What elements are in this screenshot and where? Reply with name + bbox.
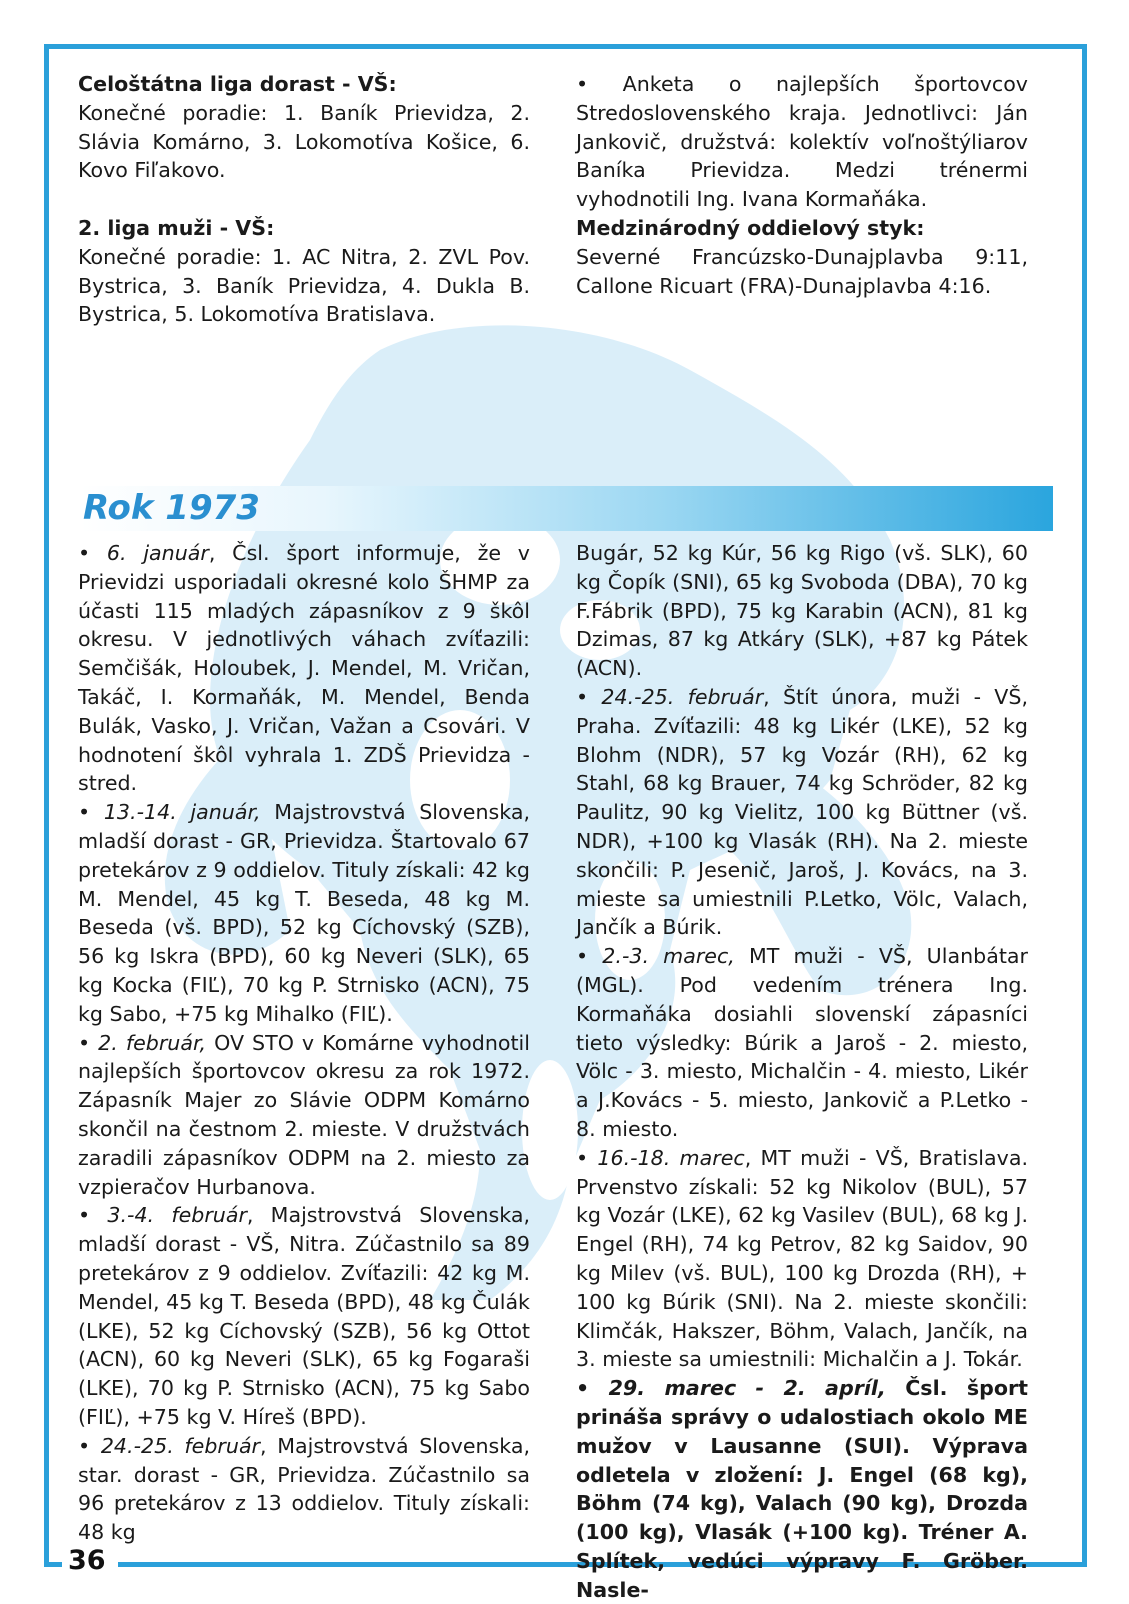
entry-left-4: • 3.-4. február, Majstrovstvá Slovenska, mladší dorast - VŠ, Nitra. Zúčastnilo sa 89 pretekárov z 9 oddielov. Zvíťazili: 42 kg M. Mendel, 45 kg T. Beseda (BPD), 48 kg Čulák (LKE), 52 kg Cíchovský (SZB), 56 kg Ottot (ACN), 60 kg Neveri (SLK), 65 kg Fogaraši (LKE), 70 kg P. Strnisko (ACN), 75 kg Sabo (FIĽ), +75 kg V. Híreš (BPD). [78,1203,530,1429]
entry-date: 3.-4. február [107,1203,247,1228]
entry-text: , MT muži - VŠ, Bratislava. Prvenstvo získali: 52 kg Nikolov (BUL), 57 kg Vozár (LKE), 62 kg Vasilev (BUL), 68 kg J. Engel (RH), 74 kg Petrov, 82 kg Saidov, 90 kg Milev (vš. BUL), 100 kg Drozda (RH), + 100 kg Búrik (SNI). Na 2. mieste skončili: Klimčák, Hakszer, Böhm, Valach, Jančík, na 3. mieste sa umiestnili: Michalčin a J. Tokár. [576,1145,1028,1372]
paragraph-medzinarodny-styk: Severné Francúzsko-Dunajplavba 9:11, Callone Ricuart (FRA)-Dunajplavba 4:16. [576,244,1028,298]
entry-text: MT muži - VŠ, Ulanbátar (MGL). Pod vedením trénera Ing. Kormaňáka dosiahli slovenskí zápasníci tieto výsledky: Búrik a Jaroš - 2. miesto, Völc - 3. miesto, Michalčin - 4. miesto, Likér a J.Kovács - 5. miesto, Jankovič a P.Letko - 8. miesto. [576,944,1028,1141]
entry-text: , Majstrovstvá Slovenska, star. dorast - GR, Prievidza. Zúčastnilo sa 96 pretekárov z 13 oddielov. Tituly získali: 48 kg [78,1433,530,1545]
entry-date: 24.-25. február [100,1433,261,1458]
left-column [78,539,530,1547]
top-left-column [78,70,530,329]
section-title: Rok 1973 [83,488,260,528]
heading-medzinarodny-styk: Medzinárodný oddielový styk: [576,215,925,240]
entry-left-5: • 24.-25. február, Majstrovstvá Slovenska, star. dorast - GR, Prievidza. Zúčastnilo sa 96 pretekárov z 13 oddielov. Tituly získali: 48 kg [78,1433,530,1545]
top-right-column [576,70,1028,300]
entry-right-3: • 2.-3. marec, MT muži - VŠ, Ulanbátar (MGL). Pod vedením trénera Ing. Kormaňáka dosiahli slovenskí zápasníci tieto výsledky: Búrik a Jaroš - 2. miesto, Völc - 3. miesto, Michalčin - 4. miesto, Likér a J.Kovács - 5. miesto, Jankovič a P.Letko - 8. miesto. [576,944,1028,1141]
paragraph-konecne-poradie-dorast: Konečné poradie: 1. Baník Prievidza, 2. Slávia Komárno, 3. Lokomotíva Košice, 6. Kovo Fiľakovo. [78,100,530,183]
entry-date: 29. marec - 2. apríl, [608,1376,886,1401]
entry-text: Majstrovstvá Slovenska, mladší dorast - GR, Prievidza. Štartovalo 67 pretekárov z 9 oddielov. Tituly získali: 42 kg M. Mendel, 45 kg T. Beseda, 48 kg M. Beseda (vš. BPD), 52 kg Cíchovský (SZB), 56 kg Iskra (BPD), 60 kg Neveri (SLK), 65 kg Kocka (FIĽ), 70 kg P. Strnisko (ACN), 75 kg Sabo, +75 kg Mihalko (FIĽ). [78,800,530,1026]
entry-date: 13.-14. január, [103,800,261,825]
entry-text: , Majstrovstvá Slovenska, mladší dorast - VŠ, Nitra. Zúčastnilo sa 89 pretekárov z 9 oddielov. Zvíťazili: 42 kg M. Mendel, 45 kg T. Beseda (BPD), 48 kg Čulák (LKE), 52 kg Cíchovský (SZB), 56 kg Ottot (ACN), 60 kg Neveri (SLK), 65 kg Fogaraši (LKE), 70 kg P. Strnisko (ACN), 75 kg Sabo (FIĽ), +75 kg V. Híreš (BPD). [78,1203,530,1429]
entry-left-2: • 13.-14. január, Majstrovstvá Slovenska, mladší dorast - GR, Prievidza. Štartovalo 67 pretekárov z 9 oddielov. Tituly získali: 42 kg M. Mendel, 45 kg T. Beseda, 48 kg M. Beseda (vš. BPD), 52 kg Cíchovský (SZB), 56 kg Iskra (BPD), 60 kg Neveri (SLK), 65 kg Kocka (FIĽ), 70 kg P. Strnisko (ACN), 75 kg Sabo, +75 kg Mihalko (FIĽ). [78,800,530,1026]
entry-text: , Čsl. šport informuje, že v Prievidzi usporiadali okresné kolo ŠHMP za účasti 115 mladých zápasníkov z 9 škôl okresu. V jednotlivých váhach zvíťazili: Semčišák, Holoubek, J. Mendel, M. Vričan, Takáč, I. Kormaňák, M. Mendel, Benda Bulák, Vasko, J. Vričan, Važan a Csovári. V hodnotení škôl vyhrala 1. ZDŠ Prievidza - stred. [78,541,530,796]
heading-celostatna-liga: Celoštátna liga dorast - VŠ: [78,72,397,96]
entry-text: Bugár, 52 kg Kúr, 56 kg Rigo (vš. SLK), 60 kg Čopík (SNI), 65 kg Svoboda (DBA), 70 kg F.Fábrik (BPD), 75 kg Karabin (ACN), 81 kg Dzimas, 87 kg Atkáry (SLK), +87 kg Pátek (ACN). [576,541,1028,681]
heading-2-liga-muzi: 2. liga muži - VŠ: [78,215,275,240]
entry-right-5: • 29. marec - 2. apríl, Čsl. šport prináša správy o udalostiach okolo ME mužov v Lausanne (SUI). Výprava odletela v zložení: J. Engel (68 kg), Böhm (74 kg), Valach (90 kg), Drozda (100 kg), Vlasák (+100 kg). Tréner A. Splítek, vedúci výpravy F. Gröber. Nasle- [576,1376,1029,1602]
entry-right-2: • 24.-25. február, Štít února, muži - VŠ, Praha. Zvíťazili: 48 kg Likér (LKE), 52 kg Blohm (NDR), 57 kg Vozár (RH), 62 kg Stahl, 68 kg Brauer, 74 kg Schröder, 82 kg Paulitz, 90 kg Vielitz, 100 kg Büttner (vš. NDR), +100 kg Vlasák (RH). Na 2. mieste skončili: P. Jesenič, Jaroš, J. Kovács, na 3. mieste sa umiestnili P.Letko, Völc, Valach, Jančík a Búrik. [576,684,1028,940]
right-column [576,539,1028,1604]
entry-right-1 [576,539,1028,683]
entry-date: 2. február, [98,1030,207,1055]
entry-date: 24.-25. február [601,684,764,709]
entry-text: , Štít února, muži - VŠ, Praha. Zvíťazili: 48 kg Likér (LKE), 52 kg Blohm (NDR), 57 kg Vozár (RH), 62 kg Stahl, 68 kg Brauer, 74 kg Schröder, 82 kg Paulitz, 90 kg Vielitz, 100 kg Büttner (vš. NDR), +100 kg Vlasák (RH). Na 2. mieste skončili: P. Jesenič, Jaroš, J. Kovács, na 3. mieste sa umiestnili P.Letko, Völc, Valach, Jančík a Búrik. [576,684,1028,940]
entry-date: 6. január [106,541,209,565]
entry-left-1: • 6. január, Čsl. šport informuje, že v Prievidzi usporiadali okresné kolo ŠHMP za účasti 115 mladých zápasníkov z 9 škôl okresu. V jednotlivých váhach zvíťazili: Semčišák, Holoubek, J. Mendel, M. Vričan, Takáč, I. Kormaňák, M. Mendel, Benda Bulák, Vasko, J. Vričan, Važan a Csovári. V hodnotení škôl vyhrala 1. ZDŠ Prievidza - stred. [78,541,530,796]
paragraph-konecne-poradie-muzi: Konečné poradie: 1. AC Nitra, 2. ZVL Pov. Bystrica, 3. Baník Prievidza, 4. Dukla B. Bystrica, 5. Lokomotíva Bratislava. [78,244,530,327]
frame-bottom-left [44,1562,62,1567]
entry-left-3: • 2. február, OV STO v Komárne vyhodnotil najlepších športovcov okresu za rok 1972. Zápasník Majer zo Slávie ODPM Komárno skončil na čestnom 2. mieste. V družstvách zaradili zápasníkov ODPM na 2. miesto za vzpieračov Hurbanova. [78,1030,530,1199]
entry-date: 16.-18. marec [597,1145,745,1170]
entry-right-4: • 16.-18. marec, MT muži - VŠ, Bratislava. Prvenstvo získali: 52 kg Nikolov (BUL), 57 kg Vozár (LKE), 62 kg Vasilev (BUL), 68 kg J. Engel (RH), 74 kg Petrov, 82 kg Saidov, 90 kg Milev (vš. BUL), 100 kg Drozda (RH), + 100 kg Búrik (SNI). Na 2. mieste skončili: Klimčák, Hakszer, Böhm, Valach, Jančík, na 3. mieste sa umiestnili: Michalčin a J. Tokár. [576,1145,1028,1372]
entry-text: OV STO v Komárne vyhodnotil najlepších športovcov okresu za rok 1972. Zápasník Majer zo Slávie ODPM Komárno skončil na čestnom 2. mieste. V družstvách zaradili zápasníkov ODPM na 2. miesto za vzpieračov Hurbanova. [78,1030,530,1199]
paragraph-anketa: • Anketa o najlepších športovcov Stredoslovenského kraja. Jednotlivci: Ján Jankovič, družstvá: kolektív voľnoštýliarov Baníka Prievidza. Medzi trénermi vyhodnotili Ing. Ivana Kormaňáka. [576,72,1028,212]
entry-text: Čsl. šport prináša správy o udalostiach okolo ME mužov v Lausanne (SUI). Výprava odletela v zložení: J. Engel (68 kg), Böhm (74 kg), Valach (90 kg), Drozda (100 kg), Vlasák (+100 kg). Tréner A. Splítek, vedúci výpravy F. Gröber. Nasle- [576,1376,1029,1602]
entry-date: 2.-3. marec, [602,944,735,969]
page-number: 36 [68,1545,106,1576]
